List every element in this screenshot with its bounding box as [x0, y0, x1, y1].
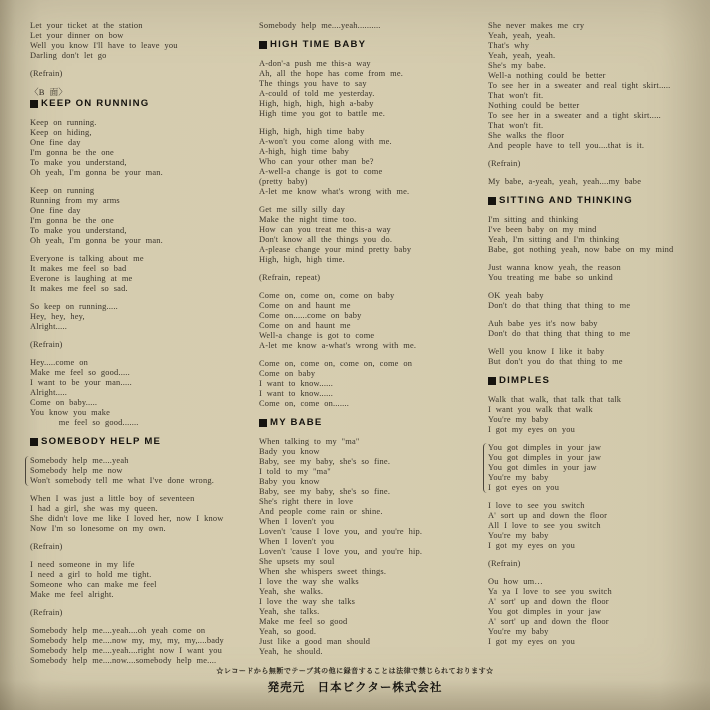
song-title	[30, 436, 242, 448]
verse	[259, 437, 471, 657]
song-title-label: SITTING AND THINKING	[499, 195, 633, 206]
lyric-line: One fine day	[30, 138, 81, 147]
lyric-line: 〈B 面〉	[30, 87, 68, 97]
verse	[30, 21, 242, 61]
lyric-line: Ah, all the hope has come from me.	[259, 69, 404, 78]
lyric-line: Ya ya I love to see you switch	[488, 587, 612, 596]
lyric-line: Auh babe yes it's now baby	[488, 319, 598, 328]
lyric-line: That won't fit.	[488, 91, 544, 100]
verse	[30, 186, 242, 246]
verse	[488, 215, 700, 255]
lyric-line: You know you make	[30, 408, 111, 417]
lyric-line: You treating me babe so unkind	[488, 273, 613, 282]
lyric-line: Somebody help me....yeah..........	[259, 21, 381, 30]
lyric-line: Yeah, yeah, yeah.	[488, 31, 556, 40]
lyric-line: When talking to my "ma"	[259, 437, 360, 446]
lyric-line: Just like a good man should	[259, 637, 371, 646]
lyric-line: I'm sitting and thinking	[488, 215, 579, 224]
refrain-note	[259, 273, 471, 283]
lyric-line: All I love to see you switch	[488, 521, 601, 530]
lyric-line: But don't you do that thing to me	[488, 357, 623, 366]
section-marker-icon	[259, 419, 267, 427]
lyrics-column-1	[30, 21, 242, 666]
lyrics-column-2	[259, 21, 471, 666]
refrain-note	[30, 608, 242, 618]
verse	[488, 21, 700, 151]
lyrics-column-3	[488, 21, 700, 666]
lyric-line: Baby, see my baby, she's so fine.	[259, 457, 391, 466]
lyric-line: Someone who can make me feel	[30, 580, 157, 589]
lyric-line: Make me feel so good.....	[30, 368, 130, 377]
lyric-line: Come on......come on baby	[259, 311, 362, 320]
verse	[259, 127, 471, 197]
lyric-line: I had a girl, she was my queen.	[30, 504, 158, 513]
verse	[483, 443, 700, 493]
lyric-line: Yeah, she talks.	[259, 607, 320, 616]
lyric-line: me feel so good.......	[30, 418, 139, 427]
lyric-line: You're my baby	[488, 473, 549, 482]
lyric-line: A-don'-a push me this-a way	[259, 59, 371, 68]
lyric-line: She walks the floor	[488, 131, 565, 140]
lyric-line: Yeah, yeah, yeah.	[488, 51, 556, 60]
lyric-line: Come on baby.....	[30, 398, 98, 407]
lyric-line: You're my baby	[488, 415, 549, 424]
song-title-label: SOMEBODY HELP ME	[41, 436, 162, 447]
lyric-line: High, high, high, high a-baby	[259, 99, 374, 108]
song-title	[259, 417, 471, 429]
side-label	[30, 87, 242, 97]
lyric-line: It makes me feel so bad	[30, 264, 127, 273]
lyric-line: Who can your other man be?	[259, 157, 374, 166]
verse	[488, 177, 700, 187]
lyric-line: I love the way she walks	[259, 577, 359, 586]
lyric-line: She never makes me cry	[488, 21, 585, 30]
lyric-line: To make you understand,	[30, 158, 127, 167]
lyric-line: (Refrain)	[30, 69, 63, 78]
lyric-line: Yeah, he should.	[259, 647, 323, 656]
verse	[488, 501, 700, 551]
lyric-line: She's right there in love	[259, 497, 354, 506]
lyric-line: Now I'm so lonesome on my own.	[30, 524, 166, 533]
lyric-line: I told to my "ma"	[259, 467, 331, 476]
lyric-line: To see her in a sweater and real tight skirt.....	[488, 81, 671, 90]
refrain-note	[30, 69, 242, 79]
verse	[488, 347, 700, 367]
lyric-line: So keep on running.....	[30, 302, 118, 311]
lyric-line: High, high, high time baby	[259, 127, 365, 136]
lyric-line: Make me feel so good	[259, 617, 348, 626]
lyric-line: A' sort up and down the floor	[488, 511, 608, 520]
lyric-line: Don't know all the things you do.	[259, 235, 393, 244]
lyric-line: Baby, see my baby, she's so fine.	[259, 487, 391, 496]
verse	[30, 626, 242, 666]
lyric-line: Loven't 'cause I love you, and you're hip.	[259, 547, 423, 556]
lyric-line: Keep on hiding,	[30, 128, 92, 137]
lyric-line: Let your ticket at the station	[30, 21, 143, 30]
lyric-line: You got dimples in your jaw	[488, 443, 602, 452]
lyric-line: (Refrain)	[30, 608, 63, 617]
song-title	[30, 98, 242, 110]
lyric-line: To see her in a sweater and a tight skirt.....	[488, 111, 661, 120]
lyric-line: High time you got to battle me.	[259, 109, 386, 118]
lyric-line: A' sort' up and down the floor	[488, 597, 609, 606]
lyric-line: Well you know I'll have to leave you	[30, 41, 178, 50]
lyric-line: To make you understand,	[30, 226, 127, 235]
lyric-line: Keep on running.	[30, 118, 97, 127]
lyric-line: Yeah, so good.	[259, 627, 317, 636]
lyric-line: Somebody help me....yeah....oh yeah come on	[30, 626, 206, 635]
lyric-line: A-well-a change is got to come	[259, 167, 383, 176]
lyric-line: Everyone is talking about me	[30, 254, 144, 263]
publisher-line: 発売元 日本ビクター株式会社	[267, 682, 443, 694]
lyric-line: Running from my arms	[30, 196, 120, 205]
song-title-label: MY BABE	[270, 417, 323, 428]
lyric-line: I love to see you switch	[488, 501, 585, 510]
lyric-line: A-let me know a-what's wrong with me.	[259, 341, 417, 350]
verse	[30, 302, 242, 332]
lyric-line: A-please change your mind pretty baby	[259, 245, 412, 254]
verse	[259, 359, 471, 409]
lyric-line: I want you walk that walk	[488, 405, 593, 414]
lyric-line: You're my baby	[488, 627, 549, 636]
lyric-line: A-won't you come along with me.	[259, 137, 392, 146]
verse	[488, 577, 700, 647]
lyric-line: Bady you know	[259, 447, 320, 456]
lyric-line: It makes me feel so sad.	[30, 284, 128, 293]
verse	[488, 319, 700, 339]
lyric-line: OK yeah baby	[488, 291, 544, 300]
lyric-line: I'm gonna be the one	[30, 216, 114, 225]
lyric-line: Oh yeah, I'm gonna be your man.	[30, 168, 163, 177]
song-title	[259, 39, 471, 51]
lyric-line: I'm gonna be the one	[30, 148, 114, 157]
lyric-line: When I was just a little boy of seventeen	[30, 494, 195, 503]
lyric-line: (Refrain)	[488, 559, 521, 568]
section-marker-icon	[488, 377, 496, 385]
verse	[25, 456, 242, 486]
lyric-line: (Refrain)	[30, 340, 63, 349]
lyric-line: Nothing could be better	[488, 101, 580, 110]
verse	[30, 494, 242, 534]
lyric-line: I got my eyes on you	[488, 541, 575, 550]
lyric-line: I got my eyes on you	[488, 425, 575, 434]
lyric-line: Yeah, she walks.	[259, 587, 324, 596]
lyric-line: You got dimples in your jaw	[488, 453, 602, 462]
lyric-line: Somebody help me....yeah	[30, 456, 129, 465]
lyric-line: Alright.....	[30, 322, 68, 331]
lyric-line: Come on and haunt me	[259, 321, 351, 330]
verse	[259, 59, 471, 119]
lyric-line: Somebody help me....now....somebody help me....	[30, 656, 217, 665]
lyric-line: Hey, hey, hey,	[30, 312, 85, 321]
lyric-line: And people come rain or shine.	[259, 507, 383, 516]
copyright-notice: ☆レコードから無断でテープ其の他に録音することは法律で禁じられております☆	[216, 668, 494, 675]
lyric-line: I need a girl to hold me tight.	[30, 570, 152, 579]
lyric-line: A' sort' up and down the floor	[488, 617, 609, 626]
lyric-line: When she whispers sweet things.	[259, 567, 387, 576]
lyric-line: Oh yeah, I'm gonna be your man.	[30, 236, 163, 245]
lyric-line: Ou how um…	[488, 577, 543, 586]
verse	[259, 291, 471, 351]
lyric-line: I need someone in my life	[30, 560, 135, 569]
lyric-line: A-let me know what's wrong with me.	[259, 187, 410, 196]
lyric-line: Somebody help me....yeah....right now I want you	[30, 646, 223, 655]
lyric-line: Well you know I like it baby	[488, 347, 605, 356]
lyric-line: A-high, high time baby	[259, 147, 350, 156]
lyric-line: Loven't 'cause I love you, and you're hip.	[259, 527, 423, 536]
lyric-line: Keep on running	[30, 186, 95, 195]
lyric-line: How can you treat me this-a way	[259, 225, 391, 234]
lyric-line: Get me silly silly day	[259, 205, 346, 214]
lyric-line: Come on, come on, come on, come on	[259, 359, 413, 368]
verse	[30, 560, 242, 600]
verse	[259, 205, 471, 265]
lyric-line: Everone is laughing at me	[30, 274, 133, 283]
verse	[488, 263, 700, 283]
lyric-line: And people have to tell you....that is it.	[488, 141, 645, 150]
verse	[30, 118, 242, 178]
lyric-line: That won't fit.	[488, 121, 544, 130]
lyric-line: Well-a change is got to come	[259, 331, 375, 340]
lyric-line: Come on, come on, come on baby	[259, 291, 395, 300]
lyric-line: A-could of told me yesterday.	[259, 89, 375, 98]
lyric-line: Darling don't let go	[30, 51, 107, 60]
section-marker-icon	[30, 438, 38, 446]
lyric-line: She didn't love me like I loved her, now I know	[30, 514, 224, 523]
lyric-line: Don't do that thing that thing to me	[488, 301, 631, 310]
lyric-line: She's my babe.	[488, 61, 546, 70]
verse	[488, 395, 700, 435]
lyric-line: When I loven't you	[259, 517, 335, 526]
song-title-label: DIMPLES	[499, 375, 551, 386]
section-marker-icon	[259, 41, 267, 49]
lyric-line: I got eyes on you	[488, 483, 560, 492]
lyric-line: Come on, come on.......	[259, 399, 350, 408]
lyric-line: Make me feel alright.	[30, 590, 114, 599]
lyric-line: Babe, got nothing yeah, now babe on my mind	[488, 245, 674, 254]
section-marker-icon	[488, 197, 496, 205]
lyric-line: Won't somebody tell me what I've done wrong.	[30, 476, 215, 485]
song-title-label: KEEP ON RUNNING	[41, 98, 150, 109]
refrain-note	[488, 559, 700, 569]
lyric-line: Don't do that thing that thing to me	[488, 329, 631, 338]
refrain-note	[488, 159, 700, 169]
lyric-line: Come on baby	[259, 369, 316, 378]
lyric-line: You're my baby	[488, 531, 549, 540]
lyric-line: You got dimples in your jaw	[488, 607, 602, 616]
lyric-line: Make the night time too.	[259, 215, 357, 224]
lyric-line: I love the way she talks	[259, 597, 356, 606]
lyric-line: I've been baby on my mind	[488, 225, 597, 234]
lyric-line: (pretty baby)	[259, 177, 308, 186]
verse	[30, 254, 242, 294]
lyric-line: That's why	[488, 41, 530, 50]
section-marker-icon	[30, 100, 38, 108]
verse	[259, 21, 471, 31]
lyric-line: Well-a nothing could be better	[488, 71, 606, 80]
lyric-line: Let your dinner on bow	[30, 31, 124, 40]
lyric-line: You got dimles in your jaw	[488, 463, 597, 472]
lyric-line: Yeah, I'm sitting and I'm thinking	[488, 235, 620, 244]
lyric-line: One fine day	[30, 206, 81, 215]
lyric-line: Just wanna know yeah, the reason	[488, 263, 621, 272]
lyric-line: (Refrain, repeat)	[259, 273, 321, 282]
lyric-line: (Refrain)	[488, 159, 521, 168]
lyric-line: My babe, a-yeah, yeah, yeah....my babe	[488, 177, 642, 186]
lyric-line: Somebody help me....now my, my, my, my,....bady	[30, 636, 224, 645]
lyric-line: High, high, high time.	[259, 255, 345, 264]
lyric-line: The things you have to say	[259, 79, 367, 88]
lyric-line: When I loven't you	[259, 537, 335, 546]
refrain-note	[30, 340, 242, 350]
lyric-line: (Refrain)	[30, 542, 63, 551]
lyric-line: Baby you know	[259, 477, 320, 486]
song-title	[488, 375, 700, 387]
lyric-line: Somebody help me now	[30, 466, 123, 475]
verse	[488, 291, 700, 311]
lyric-line: I want to be your man.....	[30, 378, 132, 387]
lyric-line: She upsets my soul	[259, 557, 335, 566]
refrain-note	[30, 542, 242, 552]
lyric-line: Hey.....come on	[30, 358, 88, 367]
lyric-line: Walk that walk, that talk that talk	[488, 395, 622, 404]
lyric-line: I want to know......	[259, 389, 333, 398]
lyric-line: I want to know......	[259, 379, 333, 388]
lyric-line: I got my eyes on you	[488, 637, 575, 646]
lyric-line: Come on and haunt me	[259, 301, 351, 310]
song-title-label: HIGH TIME BABY	[270, 39, 367, 50]
song-title	[488, 195, 700, 207]
lyric-line: Alright.....	[30, 388, 68, 397]
verse	[30, 358, 242, 428]
